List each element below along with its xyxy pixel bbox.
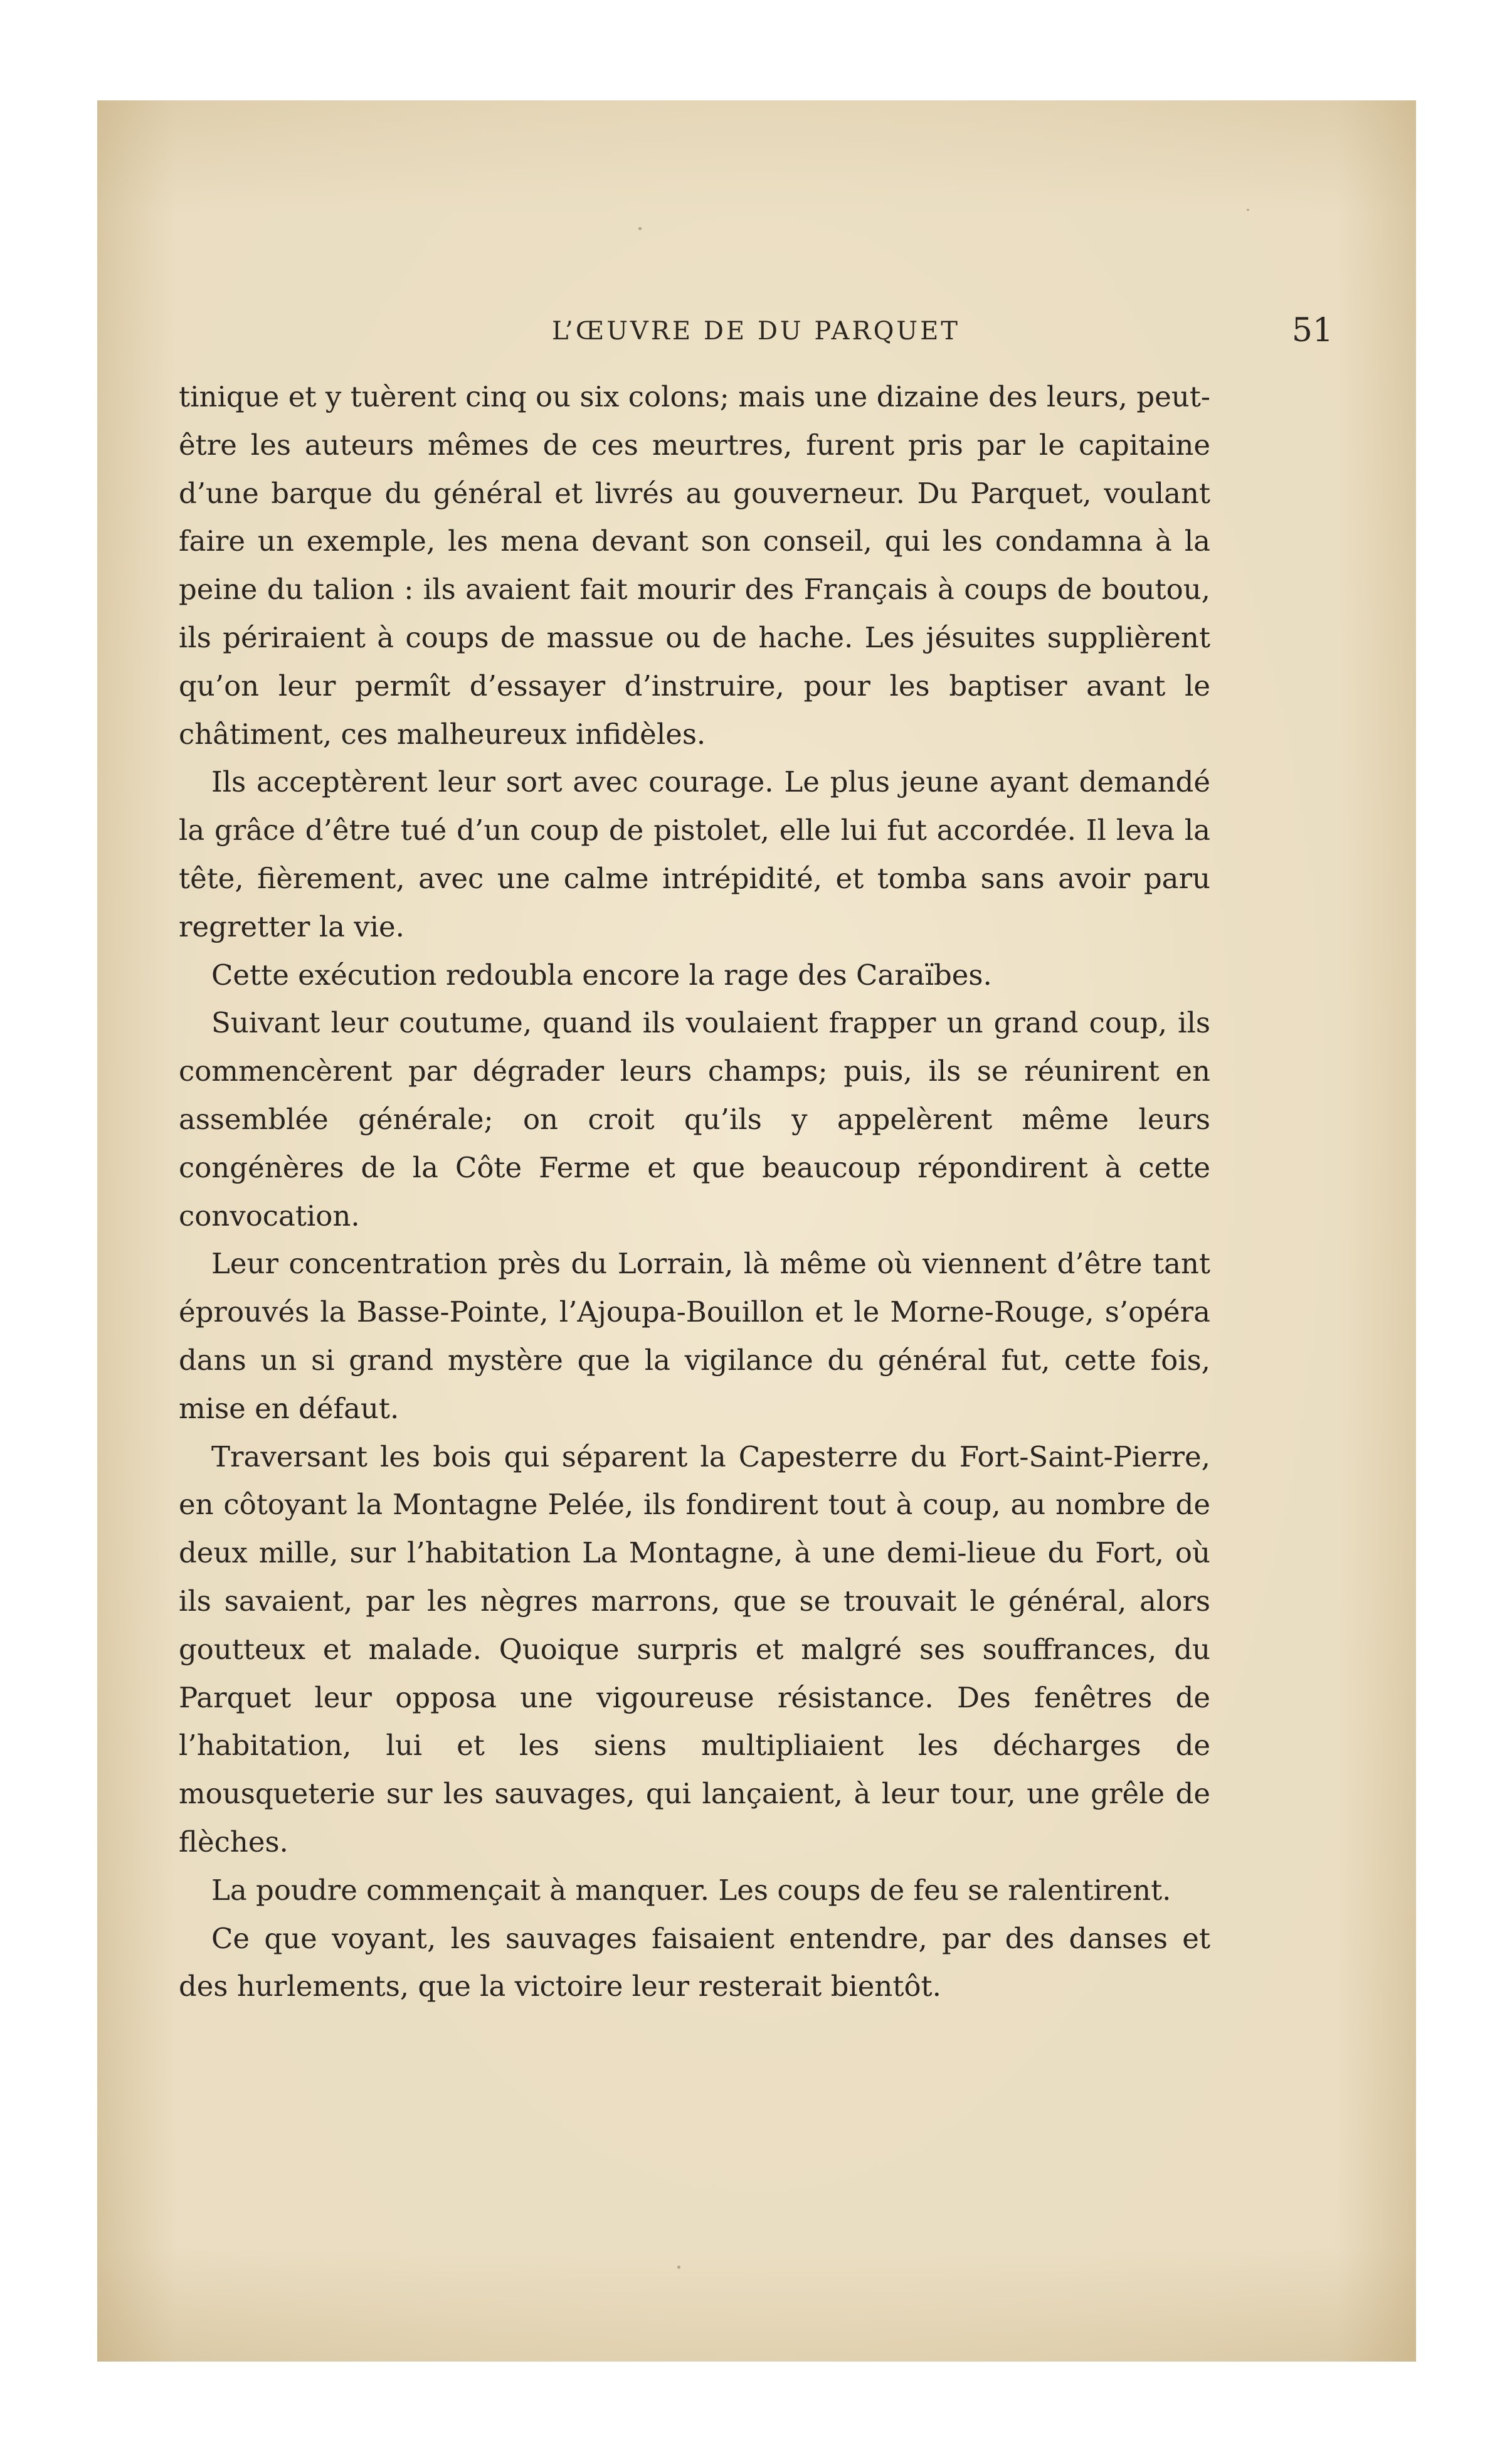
paragraph: Ce que voyant, les sauvages faisaient entendre, par des danses et des hurlements, que la victoire leur resterait bientôt. <box>179 1921 1210 2003</box>
paragraph: Traversant les bois qui séparent la Capesterre du Fort-Saint-Pierre, en côtoyant la Montagne Pelée, ils fondirent tout à coup, au nombre de deux mille, sur l’habitation La Montagne, à une demi-lieue du Fort, où ils savaient, par les nègres marrons, que se trouvait le général, alors goutteux et malade. Quoique surpris et malgré ses souffrances, du Parquet leur opposa une vigoureuse résistance. Des fenêtres de l’habitation, lui et les siens multipliaient les décharges de mousqueterie sur les sauvages, qui lançaient, à leur tour, une grêle de flèches. <box>179 1440 1210 1859</box>
paragraph: La poudre commençait à manquer. Les coups de feu se ralentirent. <box>211 1873 1171 1907</box>
page-number: 51 <box>1291 312 1333 349</box>
paragraph: tinique et y tuèrent cinq ou six colons; mais une dizaine des leurs, peut-être les auteurs mêmes de ces meurtres, furent pris par le capitaine d’une barque du général et livrés au gouverneur. Du Parquet, voulant faire un exemple, les mena devant son conseil, qui les condamna à la peine du talion : ils avaient fait mourir des Français à coups de boutou, ils périraient à coups de massue ou de hache. Les jésuites supplièrent qu’on leur permît d’essayer d’instruire, pour les baptiser avant le châtiment, ces malheureux infidèles. <box>179 380 1210 751</box>
page-header <box>179 312 1333 356</box>
running-title: L’ŒUVRE DE DU PARQUET <box>552 317 960 346</box>
paragraph: Cette exécution redoubla encore la rage des Caraïbes. <box>211 958 992 992</box>
paper-speck <box>1247 209 1249 211</box>
paragraph: Leur concentration près du Lorrain, là même où viennent d’être tant éprouvés la Basse-Pointe, l’Ajoupa-Bouillon et le Morne-Rouge, s’opéra dans un si grand mystère que la vigilance du général fut, cette fois, mise en défaut. <box>179 1247 1210 1425</box>
paragraph: Ils acceptèrent leur sort avec courage. Le plus jeune ayant demandé la grâce d’être tué d’un coup de pistolet, elle lui fut accordée. Il leva la tête, fièrement, avec une calme intrépidité, et tomba sans avoir paru regretter la vie. <box>179 765 1210 943</box>
paper-speck <box>638 227 642 230</box>
body-text <box>179 373 1210 2011</box>
paper-speck <box>677 2266 680 2269</box>
paragraph: Suivant leur coutume, quand ils voulaient frapper un grand coup, ils commencèrent par dégrader leurs champs; puis, ils se réunirent en assemblée générale; on croit qu’ils y appelèrent même leurs congénères de la Côte Ferme et que beaucoup répondirent à cette convocation. <box>179 1006 1210 1233</box>
